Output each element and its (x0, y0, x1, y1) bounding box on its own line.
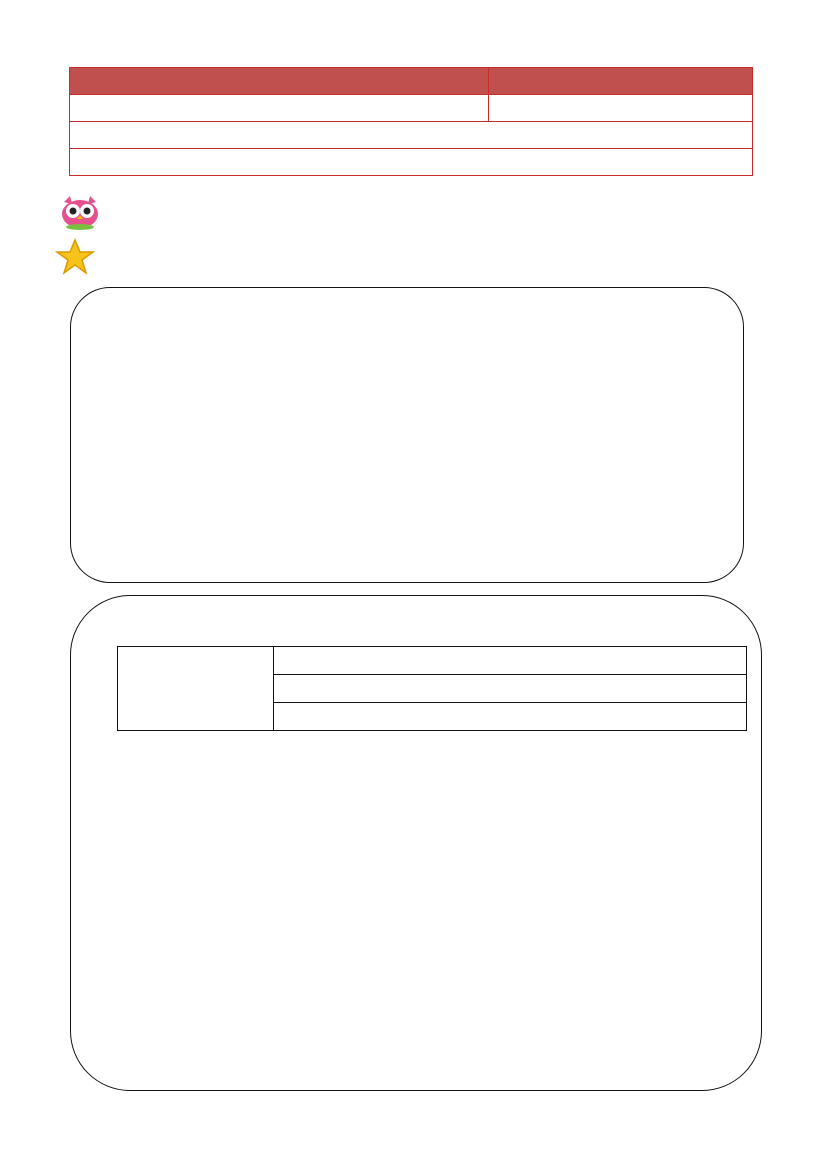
star-icon (55, 238, 95, 276)
table-row-1 (274, 647, 747, 675)
table-row-2[interactable] (274, 675, 747, 703)
table-row-3[interactable] (274, 703, 747, 731)
teacher-name (70, 122, 752, 148)
decorative-border-right (762, 36, 792, 1126)
header-row-name (70, 149, 752, 175)
mark-field[interactable] (560, 149, 750, 175)
name-class-field[interactable] (70, 149, 560, 175)
header-table (69, 67, 753, 176)
header-row-teacher (70, 122, 752, 149)
exam-date (488, 68, 750, 94)
owl-icon (58, 194, 102, 230)
level (488, 95, 750, 121)
header-row-school (70, 68, 752, 95)
school-name (70, 68, 488, 94)
school-year (70, 95, 488, 121)
decorative-border-bottom (36, 1098, 786, 1128)
header-row-year (70, 95, 752, 122)
table-lead-cell (118, 647, 274, 731)
reading-text-box (70, 287, 744, 583)
decorative-border-top (36, 34, 786, 64)
answer-table (117, 646, 747, 731)
